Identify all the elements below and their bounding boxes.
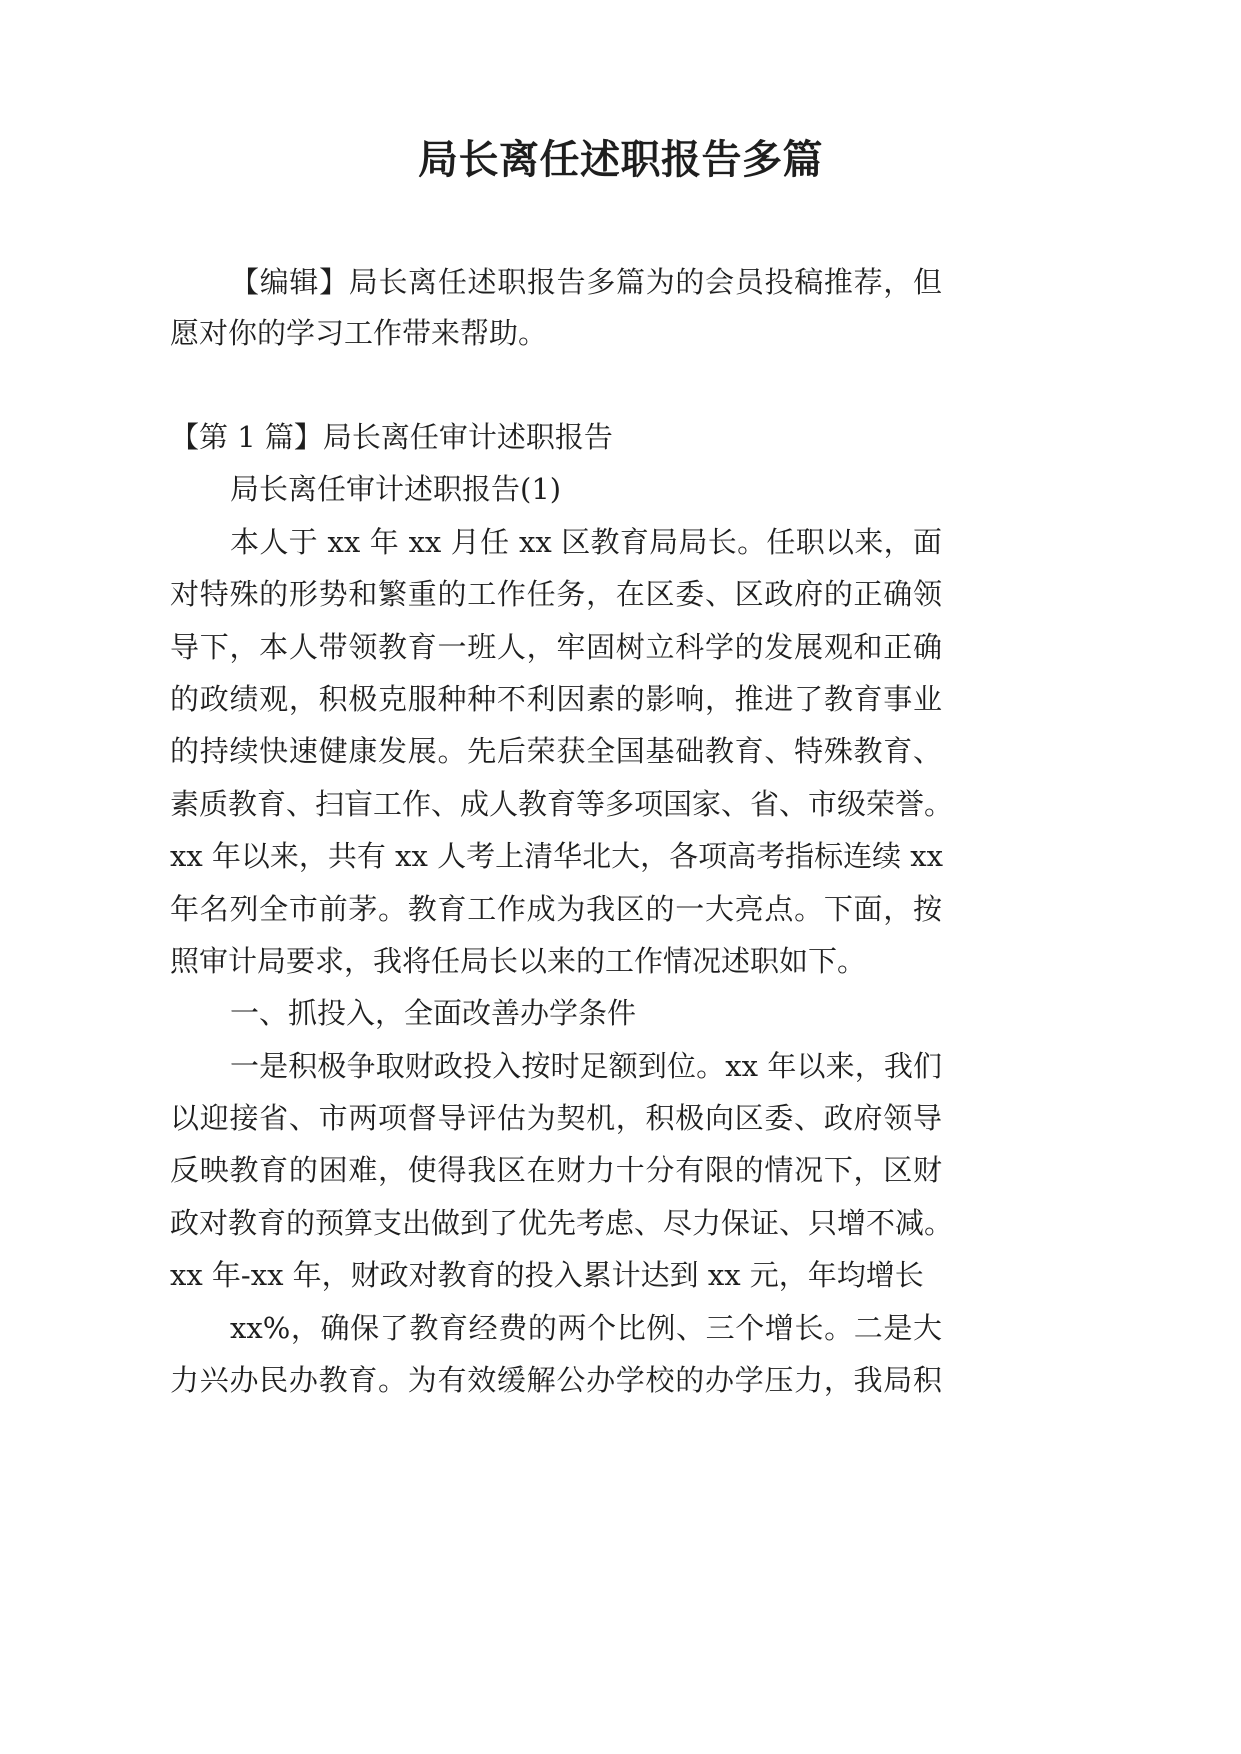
body-line: xx 年-xx 年，财政对教育的投入累计达到 xx 元，年均增长 [170,1258,924,1293]
body-line: 力兴办民办教育。为有效缓解公办学校的办学压力，我局积 [170,1363,942,1398]
article-heading: 【第 1 篇】局长离任审计述职报告 [170,420,613,454]
body-line: 对特殊的形势和繁重的工作任务，在区委、区政府的正确领 [170,577,942,612]
body-line: 本人于 xx 年 xx 月任 xx 区教育局局长。任职以来，面 [230,524,942,559]
body-paragraph [170,516,954,988]
body-line: 的政绩观，积极克服种种不利因素的影响，推进了教育事业 [170,681,942,716]
body-line: 以迎接省、市两项督导评估为契机，积极向区委、政府领导 [170,1101,942,1136]
body-line: 年名列全市前茅。教育工作成为我区的一大亮点。下面，按 [170,891,942,926]
body-line: xx 年以来，共有 xx 人考上清华北大，各项高考指标连续 xx [170,839,944,874]
body-line: 政对教育的预算支出做到了优先考虑、尽力保证、只增不减。 [170,1205,954,1240]
article-section [170,411,954,1406]
document-title: 局长离任述职报告多篇 [418,136,823,183]
intro-line: 愿对你的学习工作带来帮助。 [170,316,548,350]
body-paragraph [170,1302,942,1407]
body-line: 一是积极争取财政投入按时足额到位。xx 年以来，我们 [230,1048,942,1083]
intro-line: 【编辑】局长离任述职报告多篇为的会员投稿推荐，但 [230,265,942,299]
section-heading-line: 一、抓投入，全面改善办学条件 [230,996,637,1031]
body-line: xx%，确保了教育经费的两个比例、三个增长。二是大 [230,1310,942,1345]
intro-paragraph [170,257,942,359]
section-heading [170,987,942,1039]
body-line: 的持续快速健康发展。先后荣获全国基础教育、特殊教育、 [170,734,942,769]
body-line: 导下，本人带领教育一班人，牢固树立科学的发展观和正确 [170,629,942,664]
body-line: 照审计局要求，我将任局长以来的工作情况述职如下。 [170,943,867,978]
body-paragraph [170,1040,954,1302]
body-line: 反映教育的困难，使得我区在财力十分有限的情况下，区财 [170,1153,942,1188]
article-subtitle: 局长离任审计述职报告(1) [230,472,562,507]
body-line: 素质教育、扫盲工作、成人教育等多项国家、省、市级荣誉。 [170,786,954,821]
